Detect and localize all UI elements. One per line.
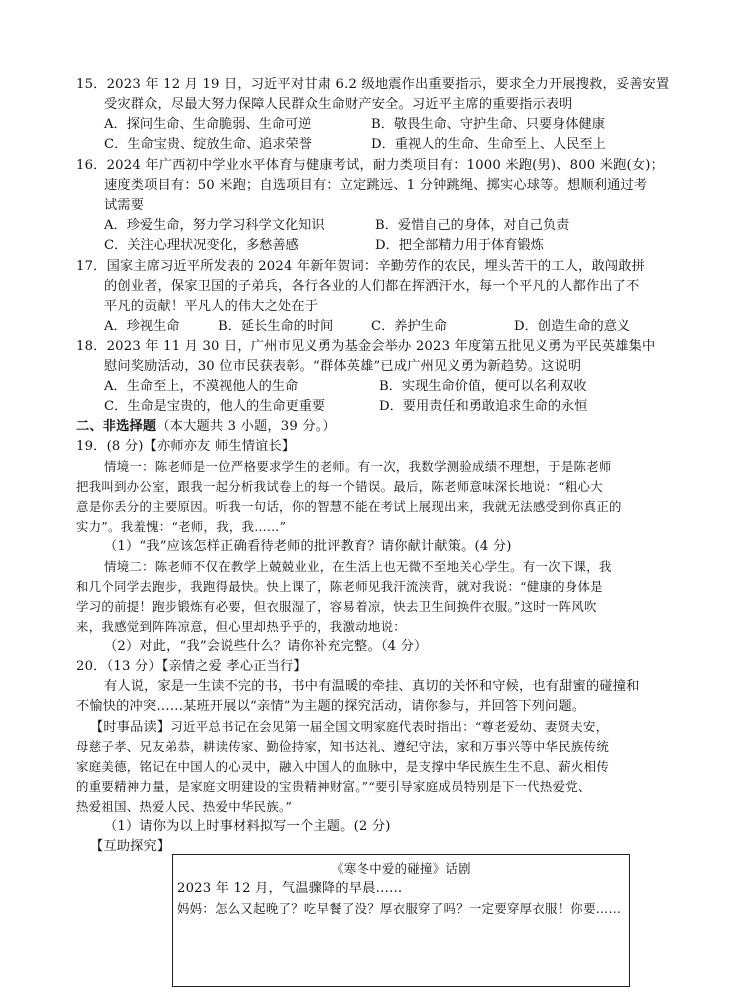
q17-option-b: B．延长生命的时间 (218, 319, 334, 334)
q17-stem-line3: 平凡的贡献！平凡人的伟大之处在于 (104, 299, 319, 314)
q17-stem-line1: 17．国家主席习近平所发表的 2024 年新年贺词：辛勤劳作的农民，埋头苦干的工人，敢闯敢拼 (76, 259, 646, 274)
section-two-heading (76, 417, 336, 437)
q15-stem-line1: 15．2023 年 12 月 19 日，习近平对甘肃 6.2 级地震作出重要指示，要求全力开展搜救，妥善安置 (76, 77, 670, 92)
q18-option-c: C．生命是宝贵的，他人的生命更重要 (104, 399, 326, 414)
q20-question1: （1）请你为以上时事材料拟写一个主题。(2 分) (104, 819, 391, 834)
q20-news-line4: 的重要精神力量，是家庭文明建设的宝贵精神财富。”“要引导家庭成员特别是下一代热爱党、 (76, 779, 591, 794)
q19-question1: （1）“我”应该怎样正确看待老师的批评教育？请你献计献策。(4 分) (104, 539, 512, 554)
q17-option-d: D．创造生命的意义 (514, 319, 631, 334)
q20-news-line5: 热爱祖国、热爱人民、热爱中华民族。” (76, 799, 293, 814)
q15-option-a: A．探问生命、生命脆弱、生命可逆 (104, 117, 312, 132)
drama-line2: 妈妈：怎么又起晚了？吃早餐了没？厚衣服穿了吗？一定要穿厚衣服！你要…… (177, 901, 622, 916)
q20-intro-line2: 不愉快的冲突……某班开展以“亲情”为主题的探究活动，请你参与，并回答下列问题。 (76, 699, 586, 714)
q18-option-b: B．实现生命价值，便可以名利双收 (379, 379, 587, 394)
q15-option-b: B．敬畏生命、守护生命、只要身体健康 (371, 117, 605, 132)
q19-scenario2-line3: 学习的前提！跑步锻炼有必要，但衣服湿了，容易着凉，快去卫生间换件衣服。”这时一阵风吹 (76, 599, 597, 614)
q18-stem-line1: 18．2023 年 11 月 30 日，广州市见义勇为基金会举办 2023 年度第五批见义勇为平民英雄集中 (76, 339, 656, 354)
q18-option-a: A．生命至上，不漠视他人的生命 (104, 379, 299, 394)
q16-option-d: D．把全部精力用于体育锻炼 (375, 238, 544, 253)
q17-option-c: C．养护生命 (371, 319, 448, 334)
q19-scenario1-line2: 把我叫到办公室，跟我一起分析我试卷上的每一个错误。最后，陈老师意味深长地说：“粗心大 (76, 479, 603, 494)
q19-scenario2-line4: 来，我感觉到阵阵凉意，但心里却热乎乎的，我激动地说： (76, 619, 406, 634)
q16-option-c: C．关注心理状况变化，多愁善感 (104, 238, 299, 253)
q19-heading: 19．(8 分)【亦师亦友 师生情谊长】 (76, 439, 296, 454)
q19-question2: （2）对此，“我”会说些什么？请你补充完整。（4 分） (104, 639, 428, 654)
q20-heading: 20．（13 分）【亲情之爱 孝心正当行】 (76, 659, 307, 674)
q18-option-d: D．要用责任和勇敢追求生命的永恒 (379, 399, 588, 414)
drama-title: 《寒冬中爱的碰撞》话剧 (331, 861, 471, 876)
q20-explore-label: 【互助探究】 (90, 839, 171, 854)
q16-stem-line1: 16．2024 年广西初中学业水平体育与健康考试，耐力类项目有：1000 米跑(男)、800 米跑(女)； (76, 158, 665, 173)
q20-news-line2: 母慈子孝、兄友弟恭，耕读传家、勤俭持家，知书达礼、遵纪守法，家和万事兴等中华民族传统 (76, 739, 610, 754)
q20-news-line1 (90, 717, 608, 738)
q15-option-c: C．生命宝贵、绽放生命、追求荣誉 (104, 137, 312, 152)
q19-scenario1-line1: 情境一：陈老师是一位严格要求学生的老师。有一次，我数学测验成绩不理想，于是陈老师 (104, 459, 612, 474)
q16-stem-line3: 试需要 (104, 198, 145, 213)
section-two-title: 二、非选择题 (76, 419, 157, 434)
news-text: 习近平总书记在会见第一届全国文明家庭代表时指出：“尊老爱幼、妻贤夫安， (170, 719, 609, 734)
q15-option-d: D．重视人的生命、生命至上、人民至上 (371, 137, 606, 152)
drama-line1: 2023 年 12 月，气温骤降的早晨…… (177, 881, 403, 896)
q16-stem-line2: 速度类项目有：50 米跑；自选项目有：立定跳远、1 分钟跳绳、掷实心球等。想顺利通过考 (104, 178, 648, 193)
news-label: 【时事品读】 (90, 720, 171, 735)
drama-script-box (172, 854, 630, 987)
section-two-note: （本大题共 3 小题，39 分。） (156, 419, 336, 434)
q15-stem-line2: 受灾群众，尽最大努力保障人民群众生命财产安全。习近平主席的重要指示表明 (104, 97, 573, 112)
q20-intro-line1: 有人说，家是一生读不完的书，书中有温暖的牵挂、真切的关怀和守候，也有甜蜜的碰撞和 (104, 679, 640, 694)
q20-news-line3: 家庭美德，铭记在中国人的心灵中，融入中国人的血脉中，是支撑中华民族生生不息、薪火相传 (76, 759, 610, 774)
q19-scenario1-line3: 意是你丢分的主要原因。听我一句话，你的智慧不能在考试上展现出来，我就无法感受到你真正的 (76, 499, 622, 514)
q16-option-a: A．珍爱生命，努力学习科学文化知识 (104, 218, 325, 233)
q16-option-b: B．爱惜自己的身体，对自己负责 (375, 218, 570, 233)
q17-option-a: A．珍视生命 (104, 319, 180, 334)
q18-stem-line2: 慰问奖励活动，30 位市民获表彰。“群体英雄”已成广州见义勇为新趋势。这说明 (104, 359, 582, 374)
q19-scenario1-line4: 实力”。我羞愧：“老师，我，我……” (76, 519, 287, 534)
q17-stem-line2: 的创业者，保家卫国的子弟兵，各行各业的人们都在挥洒汗水，每一个平凡的人都作出了不 (104, 279, 640, 294)
q19-scenario2-line2: 和几个同学去跑步，我跑得最快。快上课了，陈老师见我汗流浃背，就对我说：“健康的身体是 (76, 579, 603, 594)
q19-scenario2-line1: 情境二：陈老师不仅在教学上兢兢业业，在生活上也无微不至地关心学生。有一次下课，我 (104, 559, 612, 574)
